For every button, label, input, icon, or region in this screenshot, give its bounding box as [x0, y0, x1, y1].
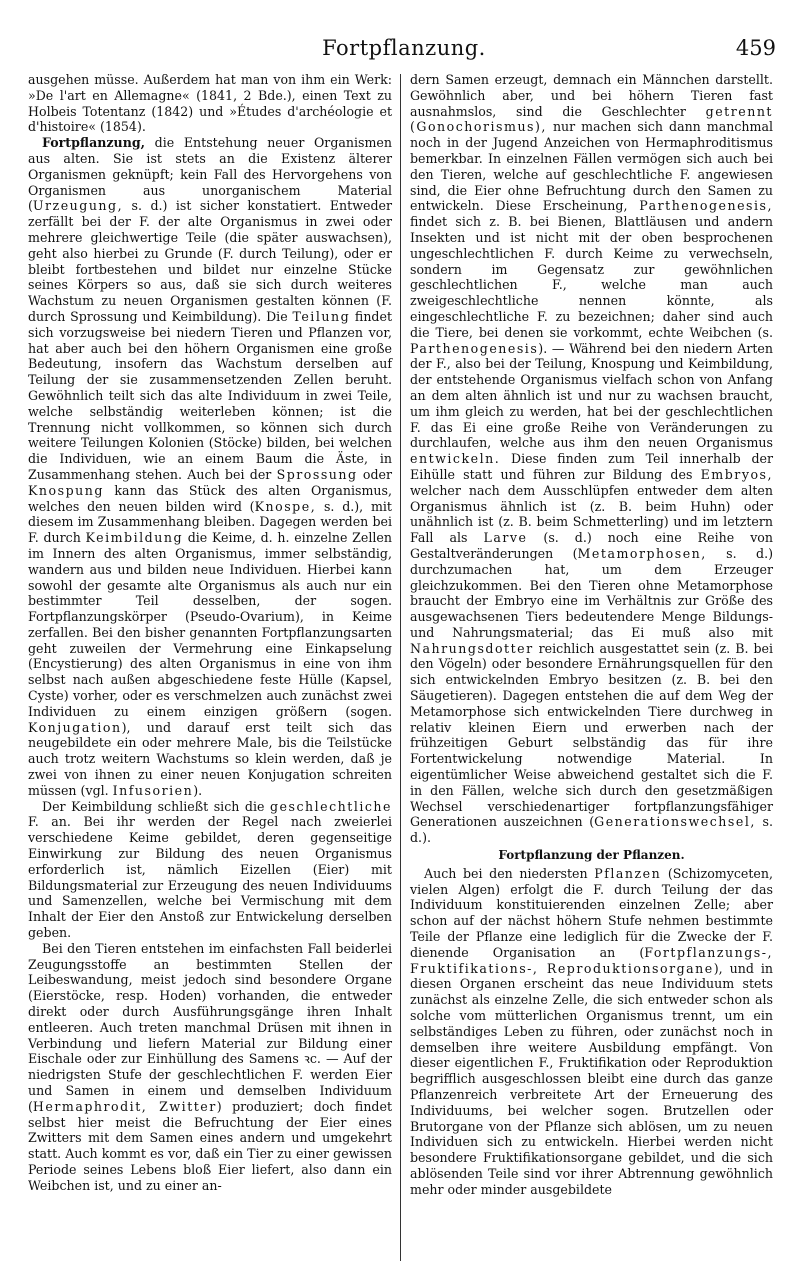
term-metamorphosen: Metamorphosen, — [577, 545, 707, 561]
text-run: ). — [193, 782, 203, 798]
text-run: ). — Während bei den niedern Arten der F., also bei der Teilung, Knospung und Keimbildung, der entstehende Organismus vielfach schon von Anfang an dem alten ähnlich ist und nur zu wachsen braucht, um ihm gleich zu werden, hat bei der geschlechtlichen F. das Ei eine große Reihe von Veränderungen zu durchlaufen, welche aus ihm den neuen Organismus — [410, 340, 773, 451]
text-run: Bei den Tieren entstehen im einfachsten Fall beiderlei Zeugungsstoffe an bestimmten Stellen der Leibeswandung, meist jedoch sind besondere Organe (Eierstöcke, resp. Hoden) vorhanden, die entweder direkt oder durch Ausführungsgänge ihren Inhalt entleeren. Auch treten manchmal Drüsen mit ihnen in Verbindung und liefern Material zur Bildung einer Eischale oder zur Einhüllung des Samens ꝛc. — Auf der niedrigsten Stufe der geschlechtlichen F. werden Eier und Samen in einem und demselben Individuum ( — [28, 940, 392, 1114]
term-entwickeln: entwickeln. — [410, 451, 501, 467]
term-embryos: Embryos, — [700, 466, 773, 482]
paragraph-fortpflanzung — [28, 135, 392, 798]
left-column — [28, 72, 400, 1267]
term-urzeugung: Urzeugung, — [32, 198, 124, 214]
term-pflanzen: Pflanzen — [594, 865, 662, 881]
paragraph-geschlechter — [410, 72, 773, 846]
text-run: nur machen sich dann manchmal noch in der Jugend Anzeichen von Hermaphroditismus bemerkbar. In einzelnen Fällen vermögen sich auch bei den Tieren, welche auf geschlechtliche F. angewiesen sind, die Eier ohne Befruchtung durch den Samen zu entwickeln. Diese Erscheinung, — [410, 119, 773, 214]
paragraph-pflanzen — [410, 866, 773, 1198]
page-number: 459 — [735, 36, 776, 60]
term-larve: Larve — [483, 530, 528, 546]
term-teilung: Teilung — [292, 308, 351, 324]
term-nahrungsdotter: Nahrungsdotter — [410, 640, 534, 656]
text-run: F. an. Bei ihr werden der Regel nach zweierlei verschiedene Keime gebildet, deren gegenseitige Einwirkung zur Bildung des neuen Organismus erforderlich ist, nämlich Eizellen (Eier) mit Bildungsmaterial zur Erzeugung des neuen Individuums und Samenzellen, welche bei Vermischung mit dem Inhalt der Eier den Anstoß zur Entwickelung derselben geben. — [28, 814, 392, 941]
text-run: reichlich ausgestattet sein (z. B. bei den Vögeln) oder besondere Ernährungsquellen für den sich entwickelnden Embryo besitzen (z. B. bei den Säugetieren). Dagegen entstehen die auf dem Weg der Metamorphose sich entwickelnden Tiere durchweg in relativ kleinen Eiern und erwerben nach der frühzeitigen Geburt selbständig das für ihre Fortentwickelung notwendige Material. In eigentümlicher Weise abweichend gestaltet sich die F. in den Fällen, welche sich durch den gesetzmäßigen Wechsel verschiedenartiger fortpflanzungsfähiger Generationen auszeichnen ( — [410, 640, 773, 830]
term-organe: Fortpflanzungs-, Fruktifikations-, Reproduktionsorgane — [410, 944, 773, 976]
text-run: Diese finden zum Teil innerhalb der Eihülle statt und führen zur Bildung des — [410, 451, 773, 482]
text-run: die Keime, d. h. einzelne Zellen im Innern des alten Organismus, immer selbständig, wandern aus und bilden neue Individuen. Hierbei kann sowohl der gesamte alte Organismus als auch nur ein bestimmter Teil desselben, der sogen. Fortpflanzungskörper (Pseudo-Ovarium), in Keime zerfallen. Bei den bisher genannten Fortpflanzungsarten geht zuweilen der Vermehrung eine Einkapselung (Encystierung) des alten Organismus in eine von ihm selbst nach außen abgeschiedene feste Hülle (Kapsel, Cyste) vorher, oder es verschmelzen auch zunächst zwei Individuen zu einem einzigen größern (sogen. — [28, 530, 392, 719]
text-columns — [28, 72, 780, 1267]
text-run: Auch bei den niedersten — [424, 865, 595, 881]
text-run: ) produziert; doch findet selbst hier meist die Befruchtung der Eier eines Zwitters mit dem Samen eines andern und umgekehrt statt. Auch kommt es vor, daß ein Tier zu einer gewissen Periode seines Lebens bloß Eier liefert, also dann ein Weibchen ist, und zu einer an- — [28, 1098, 393, 1193]
term-hermaphrodit: Hermaphrodit, Zwitter — [32, 1098, 217, 1114]
text-run: (s. d.) noch eine Reihe von Gestaltveränderungen ( — [410, 530, 773, 561]
term-getrennt: getrennt (Gonochorismus), — [410, 103, 773, 135]
term-sprossung: Sprossung — [276, 466, 358, 482]
text-run: findet sich vorzugsweise bei niedern Tieren und Pflanzen vor, hat aber auch bei den höhern Organismen eine große Bedeutung, insofern das Wachstum derselben auf Teilung der sie zusammensetzenden Zellen beruht. Gewöhnlich teilt sich das alte Individuum in zwei Teile, welche selbständig weiterleben können; ist die Trennung nicht vollkommen, so können sich durch weitere Teilungen Kolonien (Stöcke) bilden, bei welchen die Individuen, wie an einem Baum die Äste, in Zusammenhang stehen. Auch bei der — [28, 308, 393, 482]
text-run: findet sich z. B. bei Bienen, Blattläusen und andern Insekten und ist nicht mit der oben besprochenen ungeschlechtlichen F. durch Keime zu verwechseln, sondern im Gegensatz zur gewöhnlichen geschlechtlichen F., welche man auch zweigeschlechtliche nennen könnte, als eingeschlechtliche F. zu bezeichnen; daher sind auch die Tiere, bei denen sie vorkommt, echte Weibchen (s. — [410, 214, 773, 340]
text-run: s. d.) durchzumachen hat, um dem Erzeuger gleichzukommen. Bei den Tieren ohne Metamorphose braucht der Embryo eine im Verhältnis zur Größe des ausgewachsenen Tiers bedeutendere Menge Bildungs- und Nahrungsmaterial; das Ei muß also mit — [410, 545, 774, 640]
term-knospe: Knospe, — [254, 498, 317, 514]
text-run: welcher nach dem Ausschlüpfen entweder dem alten Organismus ähnlich ist (z. B. beim Huhn) oder unähnlich ist (z. B. beim Schmetterling) und im letztern Fall als — [410, 482, 773, 546]
term-parthenogenesis: Parthenogenesis, — [639, 198, 773, 214]
text-run: s. d.). — [410, 814, 773, 846]
text-run: dern Samen erzeugt, demnach ein Männchen darstellt. Gewöhnlich aber, und bei höhern Tieren fast ausnahmslos, sind die Geschlechter — [410, 72, 773, 119]
page-title: Fortpflanzung. — [322, 36, 486, 60]
text-run: Der Keimbildung schließt sich die — [42, 798, 270, 814]
paragraph-geschlechtliche — [28, 799, 392, 941]
term-knospung: Knospung — [28, 482, 104, 498]
paragraph-continuation: ausgehen müsse. Außerdem hat man von ihm ein Werk: »De l'art en Allemagne« (1841, 2 Bde.), einen Text zu Holbeis Totentanz (1842) und »Études d'archéologie et d'histoire« (1854). — [28, 72, 392, 135]
text-run: (Schizomyceten, vielen Algen) erfolgt die F. durch Teilung der das Individuum konstituierenden einzelnen Zelle; aber schon auf der nächst höhern Stufe nehmen bestimmte Teile der Pflanze eine lediglich für die Zwecke der F. dienende Organisation an ( — [410, 865, 773, 960]
entry-headword: Fortpflanzung, — [42, 135, 146, 151]
right-column — [401, 72, 773, 1267]
text-run: kann das Stück des alten Organismus, welches den neuen bilden wird ( — [28, 482, 392, 514]
term-parthenogenesis-ref: Parthenogenesis — [410, 340, 539, 356]
term-infusorien: Infusorien — [112, 782, 194, 798]
term-generationswechsel: Generationswechsel, — [594, 814, 756, 830]
text-run: die Entstehung neuer Organismen aus alten. Sie ist stets an die Existenz älterer Organismen geknüpft; kein Fall des Hervorgehens von Organismen aus unorganischem Material ( — [28, 135, 392, 214]
paragraph-tiere — [28, 941, 392, 1194]
text-run: oder — [357, 466, 392, 482]
term-konjugation: Konjugation — [28, 719, 122, 735]
text-run: ), und in diesen Organen erscheint das neue Individuum stets zunächst als einzelne Zelle, die sich entweder schon als solche vom mütterlichen Organismus trennt, um ein selbständiges Leben zu führen, oder zunächst noch in demselben ihre weitere Ausbildung empfängt. Von dieser eigentlichen F., Fruktifikation oder Reproduktion begrifflich ausgeschlossen bleibt eine durch das ganze Pflanzenreich verbreitete Art der Erneuerung des Individuums, bei welcher sogen. Brutzellen oder Brutorgane von der Pflanze sich ablösen, um zu neuen Individuen sich zu entwickeln. Hierbei werden nicht besondere Fruktifikationsorgane gebildet, und die sich ablösenden Teile sind vor ihrer Abtrennung gewöhnlich mehr oder minder ausgebildete — [410, 960, 773, 1197]
section-heading: Fortpflanzung der Pflanzen. — [498, 848, 685, 863]
text-run: s. d.), mit diesem im Zusammenhang bleiben. Dagegen werden bei F. durch — [28, 498, 392, 546]
running-head — [28, 36, 780, 62]
term-geschlechtliche: geschlechtliche — [269, 798, 392, 814]
text-run: s. d.) ist sicher konstatiert. Entweder zerfällt bei der F. der alte Organismus in zwei oder mehrere gleichwertige Teile (die später auswachsen), geht also hierbei zu Grunde (F. durch Teilung), oder er bleibt fortbestehen und bildet nur einzelne Stücke seines Körpers so aus, daß sie sich durch weiteres Wachstum zu neuen Organismen gestalten können (F. durch Sprossung und Keimbildung). Die — [28, 198, 392, 324]
text-run: ), und darauf erst teilt sich das neugebildete ein oder mehrere Male, bis die Teilstücke auch trotz weitern Wachstums so klein werden, daß je zwei von ihnen zu einer neuen Konjugation schreiten müssen (vgl. — [28, 719, 392, 798]
term-keimbildung: Keimbildung — [85, 530, 184, 546]
